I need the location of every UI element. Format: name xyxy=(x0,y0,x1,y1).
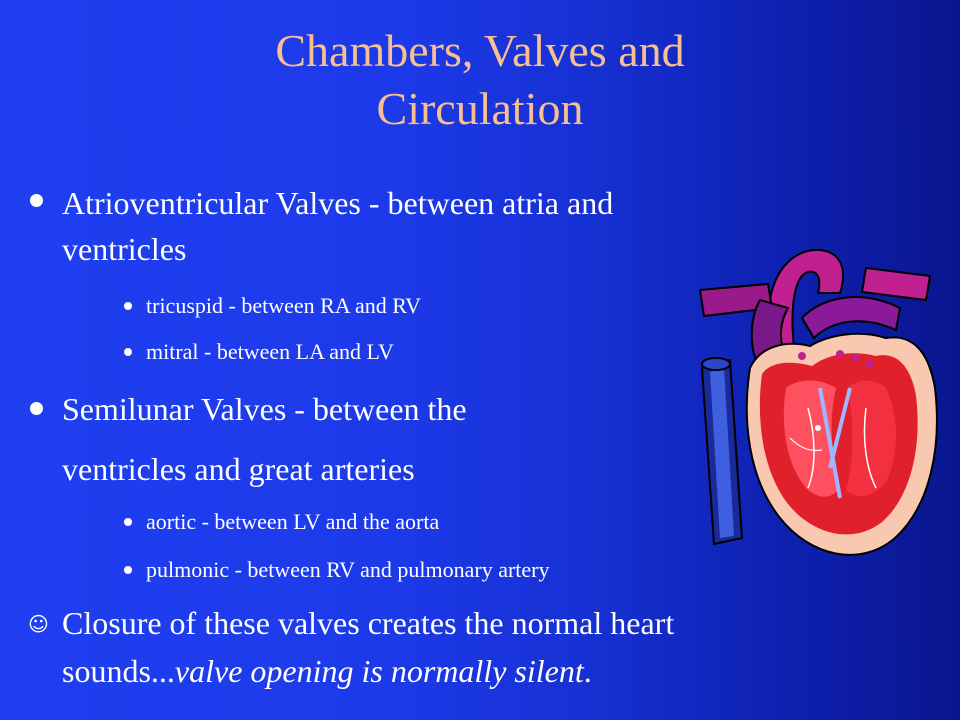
bullet-closure-line-2 xyxy=(62,650,592,692)
bullet-closure-line-1: Closure of these valves creates the normal heart xyxy=(62,605,675,641)
bullet-semilunar-line-2: ventricles and great arteries xyxy=(62,451,415,487)
sub-bullet-pulmonic: pulmonic - between RV and pulmonary artery xyxy=(146,557,550,582)
sub-bullet-dot-icon xyxy=(124,566,132,574)
slide-title xyxy=(150,22,810,138)
bullet-av-line-2: ventricles xyxy=(62,231,187,267)
bullet-semilunar-line-1: Semilunar Valves - between the xyxy=(62,391,467,427)
sub-bullet-dot-icon xyxy=(124,518,132,526)
closure-text-plain: sounds... xyxy=(62,653,175,689)
sub-bullet-aortic: aortic - between LV and the aorta xyxy=(146,509,440,534)
closure-text-italic: valve opening is normally silent xyxy=(174,653,584,689)
heart-body-icon xyxy=(747,334,937,555)
bullet-dot-icon xyxy=(30,402,43,415)
sub-bullet-dot-icon xyxy=(124,348,132,356)
title-line-1: Chambers, Valves and xyxy=(275,25,685,76)
sub-bullet-dot-icon xyxy=(124,302,132,310)
bullet-av-line-1: Atrioventricular Valves - between atria and xyxy=(62,185,614,221)
smiley-icon: ☺ xyxy=(28,612,49,636)
sub-bullet-tricuspid: tricuspid - between RA and RV xyxy=(146,293,422,318)
vena-cava-icon xyxy=(702,358,742,544)
heart-illustration xyxy=(690,238,950,578)
title-line-2: Circulation xyxy=(376,83,584,134)
closure-text-end: . xyxy=(583,653,592,689)
bullet-dot-icon xyxy=(30,194,43,207)
sub-bullet-mitral: mitral - between LA and LV xyxy=(146,339,394,364)
